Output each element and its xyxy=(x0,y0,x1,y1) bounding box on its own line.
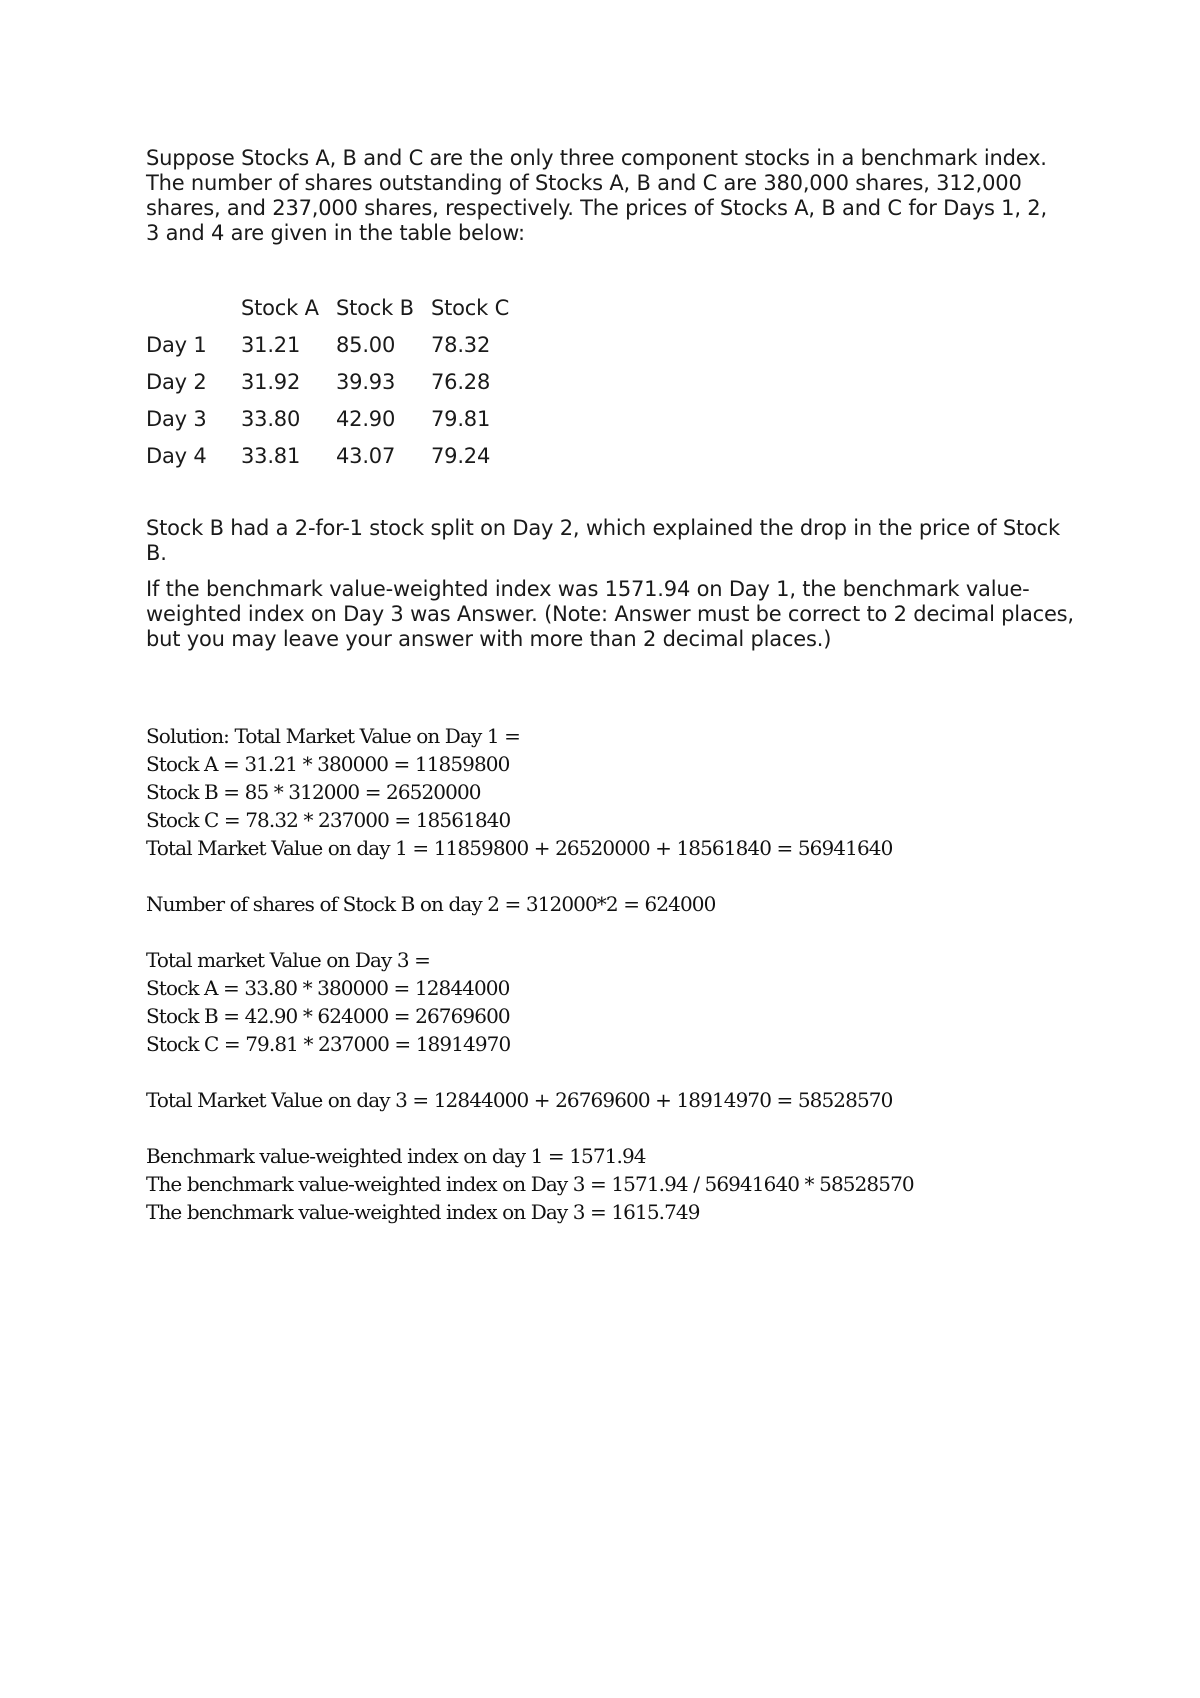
table-cell: 43.07 xyxy=(336,444,396,468)
solution-line: Stock C = 78.32 * 237000 = 18561840 xyxy=(146,808,511,832)
table-cell: Day 3 xyxy=(146,407,207,431)
solution-line: Number of shares of Stock B on day 2 = 312000*2 = 624000 xyxy=(146,892,716,916)
table-cell: 85.00 xyxy=(336,333,396,357)
solution-spacer xyxy=(146,862,1106,890)
table-cell: 33.81 xyxy=(241,444,301,468)
solution-line: Stock B = 42.90 * 624000 = 26769600 xyxy=(146,1004,510,1028)
solution-line: Stock A = 33.80 * 380000 = 12844000 xyxy=(146,976,510,1000)
table-row xyxy=(146,327,526,364)
price-table xyxy=(146,290,526,475)
solution-line: Total Market Value on day 1 = 11859800 + 26520000 + 18561840 = 56941640 xyxy=(146,836,893,860)
table-header-cell: Stock C xyxy=(431,296,510,320)
question-intro: Suppose Stocks A, B and C are the only three component stocks in a benchmark index. The number of shares outstanding of Stocks A, B and C are 380,000 shares, 312,000 shares, and 237,000 shares, respectively. The prices of Stocks A, B and C for Days 1, 2, 3 and 4 are given in the table below: xyxy=(146,146,1047,245)
table-row xyxy=(146,438,526,475)
table-header-row xyxy=(146,290,526,327)
table-row xyxy=(146,364,526,401)
solution-spacer xyxy=(146,1114,1106,1142)
solution-line: Solution: Total Market Value on Day 1 = xyxy=(146,724,520,748)
table-cell: 78.32 xyxy=(431,333,491,357)
solution-spacer xyxy=(146,1058,1106,1086)
table-cell: 31.21 xyxy=(241,333,301,357)
table-cell: Day 1 xyxy=(146,333,207,357)
table-header-cell xyxy=(146,290,241,327)
table-cell: 79.24 xyxy=(431,444,491,468)
solution-line: The benchmark value-weighted index on Day 3 = 1571.94 / 56941640 * 58528570 xyxy=(146,1172,914,1196)
solution-spacer xyxy=(146,918,1106,946)
table-header-cell: Stock B xyxy=(336,296,414,320)
solution-line: Total Market Value on day 3 = 12844000 + 26769600 + 18914970 = 58528570 xyxy=(146,1088,893,1112)
solution-block xyxy=(146,722,1106,1226)
solution-line: Stock B = 85 * 312000 = 26520000 xyxy=(146,780,481,804)
table-cell: 31.92 xyxy=(241,370,301,394)
table-row xyxy=(146,401,526,438)
solution-line: Stock A = 31.21 * 380000 = 11859800 xyxy=(146,752,510,776)
table-cell: Day 2 xyxy=(146,370,207,394)
solution-line: Total market Value on Day 3 = xyxy=(146,948,430,972)
table-cell: 39.93 xyxy=(336,370,396,394)
table-cell: 42.90 xyxy=(336,407,396,431)
solution-line: Benchmark value-weighted index on day 1 = 1571.94 xyxy=(146,1144,646,1168)
table-cell: 76.28 xyxy=(431,370,491,394)
index-question: If the benchmark value-weighted index was 1571.94 on Day 1, the benchmark value-weighted index on Day 3 was Answer. (Note: Answer must be correct to 2 decimal places, but you may leave your answer with more than 2 decimal places.) xyxy=(146,577,1074,651)
table-cell: Day 4 xyxy=(146,444,207,468)
solution-line: Stock C = 79.81 * 237000 = 18914970 xyxy=(146,1032,511,1056)
table-cell: 79.81 xyxy=(431,407,491,431)
split-note: Stock B had a 2-for-1 stock split on Day 2, which explained the drop in the price of Stock B. xyxy=(146,516,1060,565)
table-cell: 33.80 xyxy=(241,407,301,431)
table-header-cell: Stock A xyxy=(241,296,319,320)
solution-line: The benchmark value-weighted index on Day 3 = 1615.749 xyxy=(146,1200,700,1224)
